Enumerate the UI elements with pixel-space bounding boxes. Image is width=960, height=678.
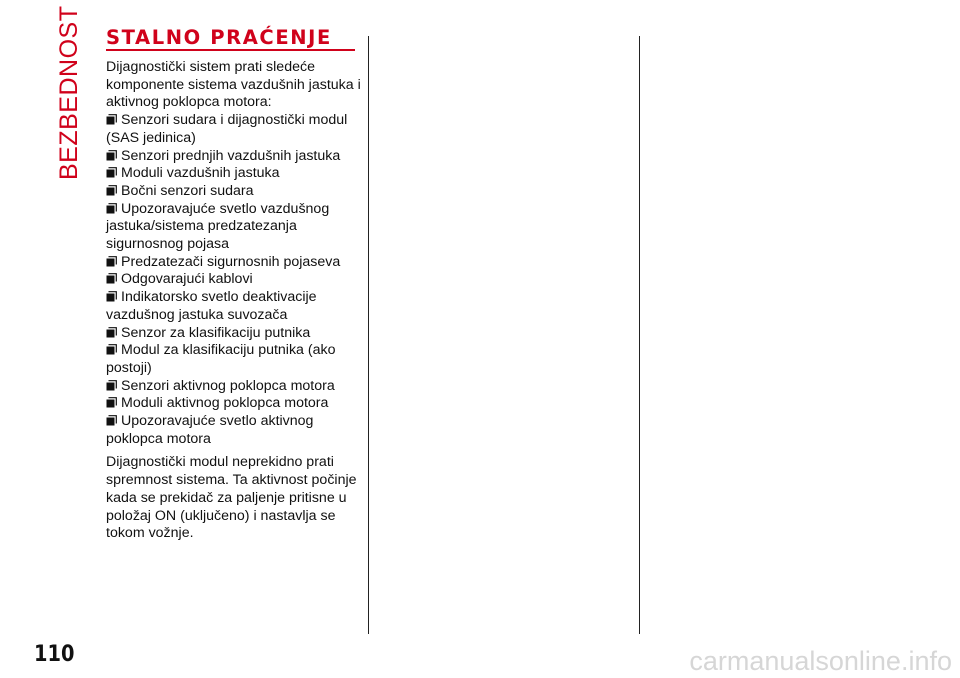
list-item (106, 342, 336, 376)
checkbox-square-icon (106, 327, 117, 338)
checkbox-square-icon (106, 273, 117, 284)
list-item (106, 289, 317, 323)
list-item (106, 395, 328, 411)
intro-paragraph (106, 59, 362, 448)
list-item (106, 165, 280, 181)
checkbox-square-icon (106, 167, 117, 178)
checkbox-square-icon (106, 150, 117, 161)
watermark-text: carmanualsonline.info (689, 646, 952, 676)
list-item (106, 325, 310, 341)
list-item-text: Predzatezači sigurnosnih pojaseva (121, 253, 341, 270)
list-item-text: Moduli vazdušnih jastuka (121, 165, 280, 182)
list-item-text: Senzori aktivnog poklopca motora (121, 377, 335, 394)
checkbox-square-icon (106, 380, 117, 391)
list-item-text: Senzori prednjih vazdušnih jastuka (121, 147, 341, 164)
text-column (106, 59, 362, 543)
list-item-text: Modul za klasifikaciju putnika (ako postoji) (106, 342, 336, 376)
checkbox-square-icon (106, 203, 117, 214)
list-item-text: Bočni senzori sudara (121, 182, 254, 199)
list-item (106, 413, 313, 447)
list-item (106, 201, 329, 252)
list-item-text: Upozoravajuće svetlo vazdušnog jastuka/sistema predzatezanja sigurnosnog pojasa (106, 200, 330, 253)
monitored-components-list (106, 112, 347, 447)
list-item-text: Upozoravajuće svetlo aktivnog poklopca motora (106, 413, 314, 447)
list-item-text: Indikatorsko svetlo deaktivacije vazdušnog jastuka suvozača (106, 289, 317, 323)
list-item (106, 183, 254, 199)
column-divider-left (368, 36, 369, 634)
list-item (106, 254, 340, 270)
list-item-text: Odgovarajući kablovi (121, 271, 253, 288)
checkbox-square-icon (106, 291, 117, 302)
checkbox-square-icon (106, 114, 117, 125)
page-number: 110 (34, 642, 75, 667)
list-item-text: Moduli aktivnog poklopca motora (121, 395, 329, 412)
checkbox-square-icon (106, 344, 117, 355)
list-item (106, 378, 335, 394)
list-item (106, 148, 340, 164)
checkbox-square-icon (106, 185, 117, 196)
list-item-text: Senzori sudara i dijagnostički modul (SAS jedinica) (106, 112, 348, 146)
column-divider-right (639, 36, 640, 634)
checkbox-square-icon (106, 415, 117, 426)
list-item-text: Senzor za klasifikaciju putnika (121, 324, 311, 341)
list-item (106, 271, 253, 287)
section-heading: STALNO PRAĆENJE (106, 26, 332, 49)
heading-underline (106, 49, 355, 51)
list-item (106, 112, 347, 146)
intro-text: Dijagnostički sistem prati sledeće komponente sistema vazdušnih jastuka i aktivnog poklopca motora: (106, 59, 361, 111)
closing-paragraph: Dijagnostički modul neprekidno prati spremnost sistema. Ta aktivnost počinje kada se prekidač za paljenje pritisne u položaj ON (uključeno) i nastavlja se tokom vožnje. (106, 454, 357, 542)
section-side-label: BEZBEDNOST (55, 5, 83, 180)
checkbox-square-icon (106, 397, 117, 408)
checkbox-square-icon (106, 256, 117, 267)
